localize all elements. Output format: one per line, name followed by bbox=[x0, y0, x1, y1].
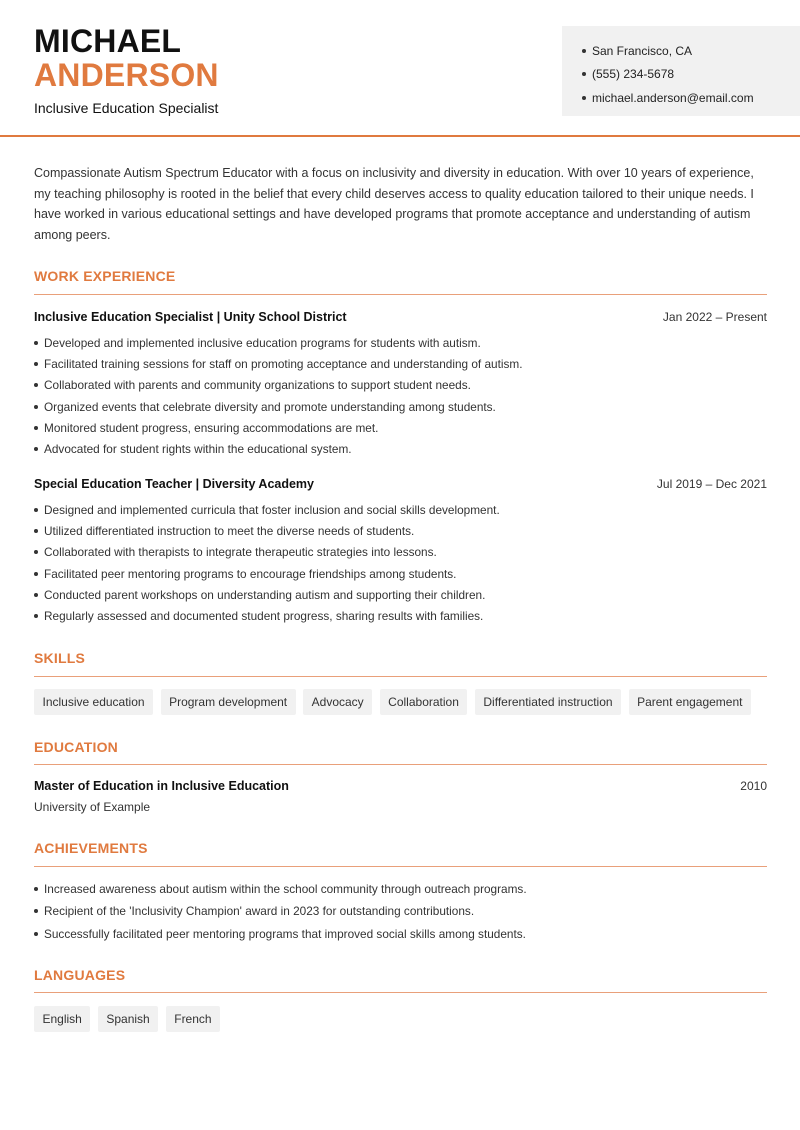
last-name: ANDERSON bbox=[34, 57, 219, 93]
section-divider bbox=[34, 676, 767, 677]
bullet-icon bbox=[582, 96, 586, 100]
list-item: Facilitated training sessions for staff on promoting acceptance and understanding of autism. bbox=[34, 353, 767, 374]
job-title-headline: Inclusive Education Specialist bbox=[34, 100, 219, 116]
education-school: University of Example bbox=[34, 800, 151, 814]
list-item: Facilitated peer mentoring programs to encourage friendships among students. bbox=[34, 563, 767, 584]
contact-phone bbox=[582, 63, 800, 87]
section-divider bbox=[34, 866, 767, 867]
contact-location bbox=[582, 39, 800, 63]
resume-header bbox=[0, 0, 800, 137]
contact-box bbox=[562, 26, 800, 116]
list-item: Utilized differentiated instruction to meet the diverse needs of students. bbox=[34, 520, 767, 541]
section-divider bbox=[34, 992, 767, 993]
bullet-icon bbox=[34, 572, 38, 576]
job-2-title: Special Education Teacher | Diversity Academy bbox=[34, 477, 314, 491]
list-item: Developed and implemented inclusive education programs for students with autism. bbox=[34, 332, 767, 353]
achievements-list bbox=[34, 878, 767, 945]
education-heading: EDUCATION bbox=[34, 739, 118, 755]
bullet-icon bbox=[582, 49, 586, 53]
list-item: Organized events that celebrate diversity and promote understanding among students. bbox=[34, 396, 767, 417]
languages-heading: LANGUAGES bbox=[34, 967, 126, 983]
list-item: Advocated for student rights within the educational system. bbox=[34, 438, 767, 459]
list-item: Increased awareness about autism within the school community through outreach programs. bbox=[34, 878, 767, 900]
skill-chip: Collaboration bbox=[380, 689, 468, 715]
list-item: Designed and implemented curricula that foster inclusion and social skills development. bbox=[34, 499, 767, 520]
list-item: Collaborated with therapists to integrate therapeutic strategies into lessons. bbox=[34, 542, 767, 563]
bullet-icon bbox=[34, 405, 38, 409]
skill-chip: Differentiated instruction bbox=[475, 689, 621, 715]
bullet-icon bbox=[34, 614, 38, 618]
bullet-icon bbox=[34, 508, 38, 512]
list-item: Conducted parent workshops on understanding autism and supporting their children. bbox=[34, 584, 767, 605]
bullet-icon bbox=[34, 550, 38, 554]
job-1-title: Inclusive Education Specialist | Unity School District bbox=[34, 310, 347, 324]
skill-chip: Parent engagement bbox=[629, 689, 751, 715]
contact-email-text: michael.anderson@email.com bbox=[592, 90, 754, 105]
bullet-icon bbox=[34, 932, 38, 936]
bullet-icon bbox=[34, 341, 38, 345]
skill-chip: Advocacy bbox=[303, 689, 372, 715]
skill-chip: Inclusive education bbox=[34, 689, 153, 715]
skills-list bbox=[34, 689, 759, 715]
skill-chip: Program development bbox=[161, 689, 296, 715]
list-item: Regularly assessed and documented student progress, sharing results with families. bbox=[34, 605, 767, 626]
contact-location-text: San Francisco, CA bbox=[592, 43, 693, 58]
list-item: Recipient of the 'Inclusivity Champion' award in 2023 for outstanding contributions. bbox=[34, 900, 767, 922]
list-item: Successfully facilitated peer mentoring programs that improved social skills among students. bbox=[34, 923, 767, 945]
section-divider bbox=[34, 764, 767, 765]
language-chip: French bbox=[166, 1006, 220, 1032]
summary-paragraph: Compassionate Autism Spectrum Educator with a focus on inclusivity and diversity in education. With over 10 years of experience, my teaching philosophy is rooted in the belief that every child deserves access to quality education tailored to their unique needs. I have worked in various educational settings and have developed programs that promote acceptance and understanding of autism among peers. bbox=[34, 166, 754, 243]
bullet-icon bbox=[34, 362, 38, 366]
section-divider bbox=[34, 294, 767, 295]
job-1-bullets bbox=[34, 332, 767, 460]
achievements-heading: ACHIEVEMENTS bbox=[34, 840, 148, 856]
first-name: MICHAEL bbox=[34, 23, 182, 59]
list-item: Collaborated with parents and community organizations to support student needs. bbox=[34, 375, 767, 396]
job-1-dates: Jan 2022 – Present bbox=[662, 310, 767, 324]
contact-phone-text: (555) 234-5678 bbox=[592, 67, 675, 82]
skills-heading: SKILLS bbox=[34, 650, 85, 666]
education-degree: Master of Education in Inclusive Education bbox=[34, 779, 289, 793]
work-experience-heading: WORK EXPERIENCE bbox=[34, 268, 176, 284]
education-year: 2010 bbox=[740, 779, 767, 793]
bullet-icon bbox=[582, 72, 586, 76]
bullet-icon bbox=[34, 426, 38, 430]
bullet-icon bbox=[34, 593, 38, 597]
list-item: Monitored student progress, ensuring accommodations are met. bbox=[34, 417, 767, 438]
job-2-dates: Jul 2019 – Dec 2021 bbox=[656, 477, 767, 491]
bullet-icon bbox=[34, 529, 38, 533]
language-chip: Spanish bbox=[98, 1006, 158, 1032]
bullet-icon bbox=[34, 909, 38, 913]
languages-list bbox=[34, 1006, 228, 1032]
bullet-icon bbox=[34, 887, 38, 891]
job-2-bullets bbox=[34, 499, 767, 627]
bullet-icon bbox=[34, 383, 38, 387]
bullet-icon bbox=[34, 447, 38, 451]
contact-email bbox=[582, 86, 800, 110]
language-chip: English bbox=[34, 1006, 90, 1032]
